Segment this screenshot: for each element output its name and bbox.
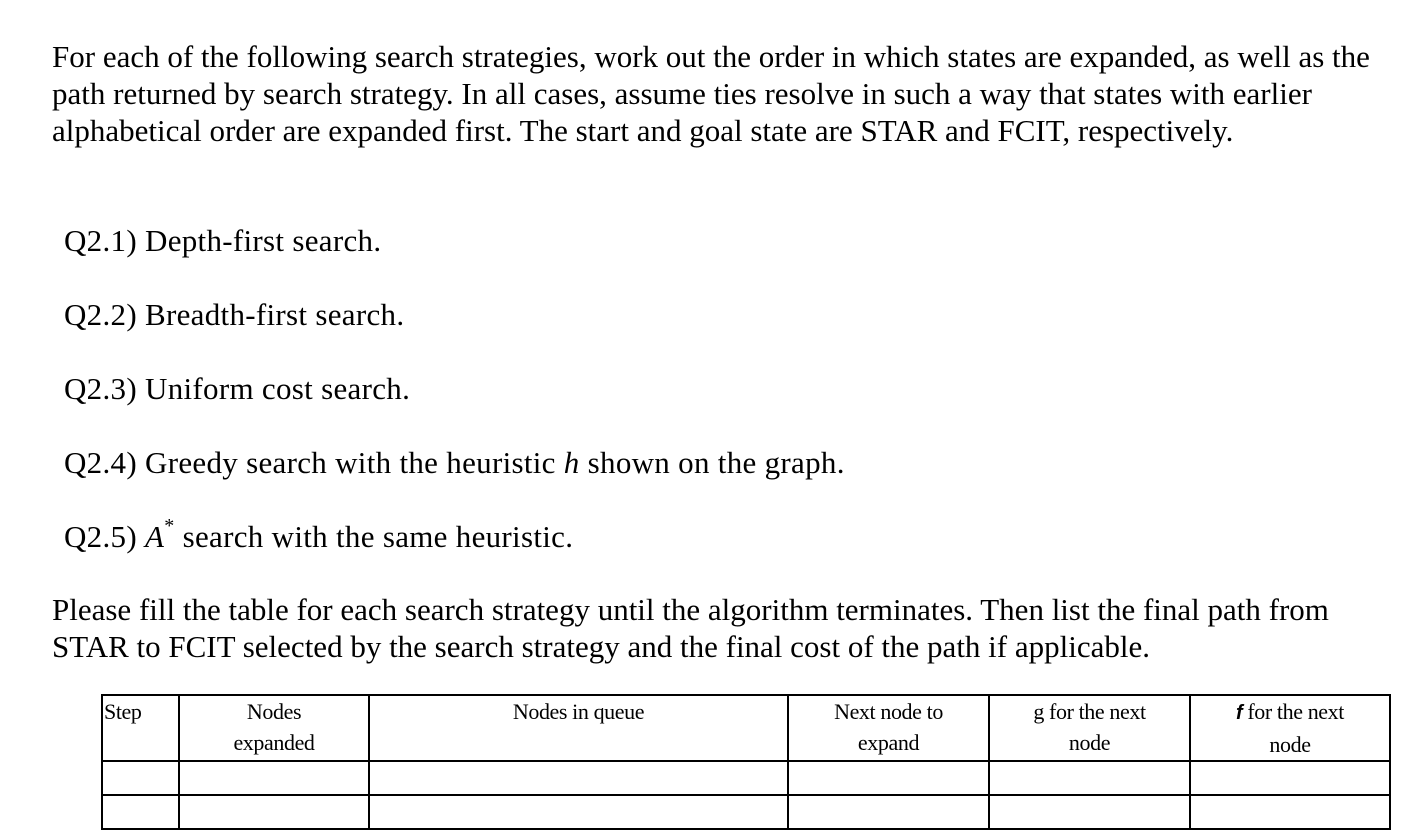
header-f-value-line2: node bbox=[1269, 732, 1311, 757]
question-greedy-prefix: Q2.4) Greedy search with the heuristic bbox=[64, 445, 564, 480]
search-table bbox=[101, 694, 1391, 830]
table-cell[interactable] bbox=[179, 761, 369, 795]
header-f-symbol: f bbox=[1236, 702, 1243, 724]
header-nodes-expanded-line1: Nodes bbox=[246, 699, 302, 724]
question-breadth-first: Q2.2) Breadth-first search. bbox=[64, 297, 405, 332]
heuristic-symbol: h bbox=[563, 445, 580, 480]
question-astar bbox=[64, 514, 574, 556]
header-next-node-line2: expand bbox=[857, 730, 920, 755]
table-row bbox=[102, 761, 1390, 795]
instruction-paragraph: Please fill the table for each search strategy until the algorithm terminates. Then list the final path from STAR to FCIT selected by the search strategy and the final cost of the path if applicable. bbox=[52, 592, 1329, 664]
question-depth-first: Q2.1) Depth-first search. bbox=[64, 223, 382, 258]
question-astar-suffix: search with the same heuristic. bbox=[174, 519, 574, 554]
header-next-node bbox=[788, 695, 989, 761]
table-cell[interactable] bbox=[1190, 761, 1390, 795]
question-greedy-suffix: shown on the graph. bbox=[579, 445, 845, 480]
intro-paragraph: For each of the following search strategies, work out the order in which states are expanded, as well as the path returned by search strategy. In all cases, assume ties resolve in such a way that states with earlier alphabetical order are expanded first. The start and goal state are STAR and FCIT, respectively. bbox=[52, 39, 1370, 148]
header-next-node-line1: Next node to bbox=[834, 699, 943, 724]
table-header-row bbox=[102, 695, 1390, 761]
table-cell[interactable] bbox=[788, 761, 989, 795]
table-cell[interactable] bbox=[102, 795, 179, 829]
question-astar-prefix: Q2.5) bbox=[64, 519, 146, 554]
header-nodes-expanded bbox=[179, 695, 369, 761]
question-greedy bbox=[64, 444, 845, 482]
header-f-value-line1: for the next bbox=[1242, 699, 1344, 724]
table-row bbox=[102, 795, 1390, 829]
table-cell[interactable] bbox=[1190, 795, 1390, 829]
header-nodes-in-queue-label: Nodes in queue bbox=[512, 699, 645, 724]
table-cell[interactable] bbox=[788, 795, 989, 829]
table-cell[interactable] bbox=[989, 761, 1190, 795]
table-cell[interactable] bbox=[369, 795, 788, 829]
header-step-label: Step bbox=[104, 699, 142, 724]
table-cell[interactable] bbox=[102, 761, 179, 795]
table-cell[interactable] bbox=[989, 795, 1190, 829]
header-g-value-line1: g for the next bbox=[1033, 699, 1146, 724]
table-cell[interactable] bbox=[179, 795, 369, 829]
table-cell[interactable] bbox=[369, 761, 788, 795]
header-step bbox=[102, 695, 179, 761]
header-f-value bbox=[1190, 695, 1390, 761]
header-g-value-line2: node bbox=[1068, 730, 1111, 755]
question-uniform-cost: Q2.3) Uniform cost search. bbox=[64, 371, 411, 406]
header-g-value bbox=[989, 695, 1190, 761]
header-nodes-in-queue bbox=[369, 695, 788, 761]
header-nodes-expanded-line2: expanded bbox=[233, 730, 315, 755]
astar-symbol: A bbox=[145, 519, 165, 554]
astar-superscript: * bbox=[164, 514, 175, 537]
